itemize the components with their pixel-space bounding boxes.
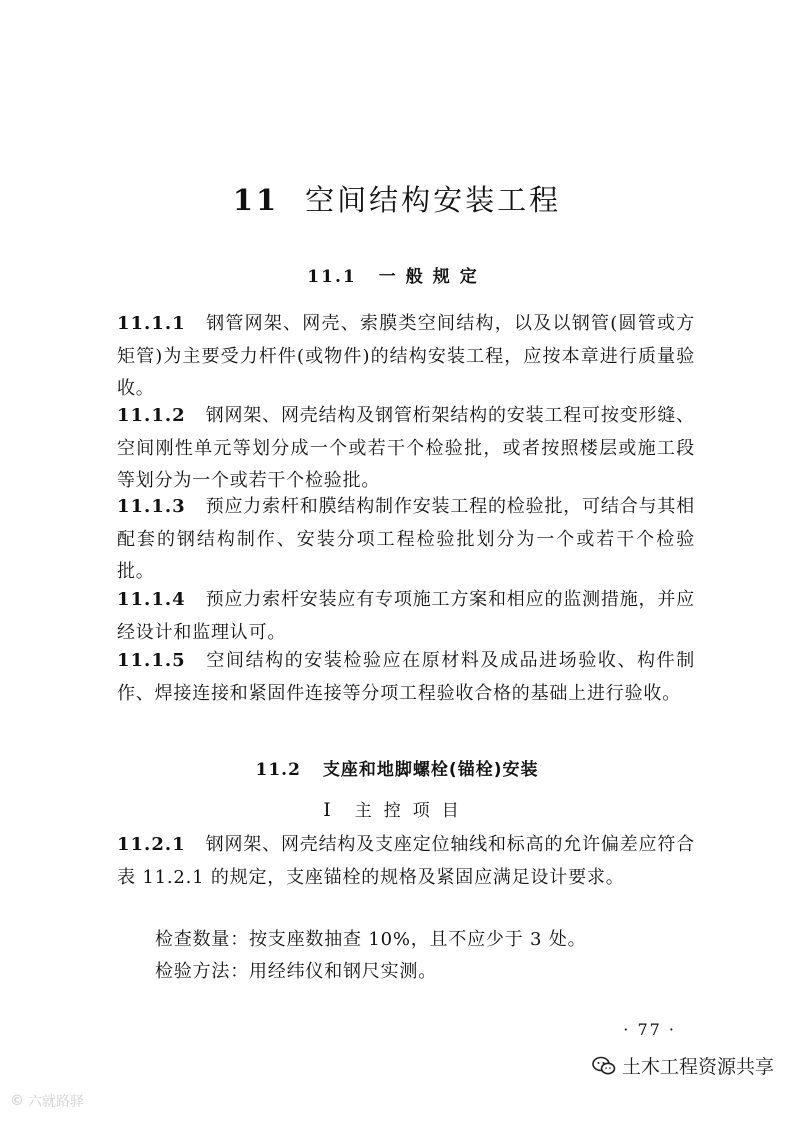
subheading-text: 主控项目	[354, 801, 471, 821]
page-number: · 77 ·	[623, 1020, 676, 1039]
section-title-text: 支座和地脚螺栓(锚栓)安装	[322, 760, 539, 780]
section-number: 11.2	[255, 760, 301, 780]
clause-number: 11.1.2	[117, 405, 186, 426]
clause-number: 11.1.3	[117, 496, 186, 517]
section-title-11-2	[0, 755, 794, 780]
clause-11-1-1	[117, 308, 695, 406]
wechat-icon	[592, 1056, 616, 1076]
chapter-title-text: 空间结构安装工程	[305, 183, 562, 217]
check-quantity: 检查数量：按支座数抽查 10%，且不应少于 3 处。	[155, 929, 587, 950]
clause-text: 空间结构的安装检验应在原材料及成品进场验收、构件制作、焊接连接和紧固件连接等分项工程验收合格的基础上进行验收。	[117, 650, 695, 704]
chapter-title	[0, 178, 794, 219]
clause-11-1-5	[117, 645, 695, 710]
clause-text: 钢网架、网壳结构及支座定位轴线和标高的允许偏差应符合表 11.2.1 的规定，支座锚栓的规格及紧固应满足设计要求。	[117, 834, 695, 888]
clause-number: 11.2.1	[117, 834, 186, 855]
watermark-logo-icon: ©	[10, 1093, 24, 1109]
clause-text: 预应力索杆安装应有专项施工方案和相应的监测措施，并应经设计和监理认可。	[117, 589, 695, 643]
clause-number: 11.1.4	[117, 589, 186, 610]
chapter-number: 11	[232, 183, 280, 217]
subheading-main-control-items	[0, 796, 794, 821]
clause-11-1-4	[117, 584, 695, 649]
section-title-11-1	[0, 262, 794, 287]
section-title-text: 一般规定	[378, 267, 487, 287]
subheading-roman: Ⅰ	[323, 799, 337, 821]
check-method: 检验方法：用经纬仪和钢尺实测。	[155, 961, 437, 982]
section-number: 11.1	[307, 267, 357, 287]
clause-number: 11.1.5	[117, 650, 186, 671]
clause-text: 钢网架、网壳结构及钢管桁架结构的安装工程可按变形缝、空间刚性单元等划分成一个或若干个检验批，或者按照楼层或施工段等划分为一个或若干个检验批。	[117, 405, 695, 491]
clause-11-2-1	[117, 829, 695, 894]
clause-text: 钢管网架、网壳、索膜类空间结构，以及以钢管(圆管或方矩管)为主要受力杆件(或物件)的结构安装工程，应按本章进行质量验收。	[117, 313, 695, 399]
watermark-left	[10, 1091, 84, 1111]
clause-number: 11.1.1	[117, 313, 186, 334]
clause-11-1-2	[117, 400, 695, 498]
watermark-left-text: 六就路驿	[28, 1094, 84, 1110]
clause-text: 预应力索杆和膜结构制作安装工程的检验批，可结合与其相配套的钢结构制作、安装分项工程检验批划分为一个或若干个检验批。	[117, 496, 695, 582]
clause-11-1-3	[117, 491, 695, 589]
watermark-right-text: 土木工程资源共享	[621, 1056, 774, 1078]
watermark-right	[592, 1052, 774, 1079]
